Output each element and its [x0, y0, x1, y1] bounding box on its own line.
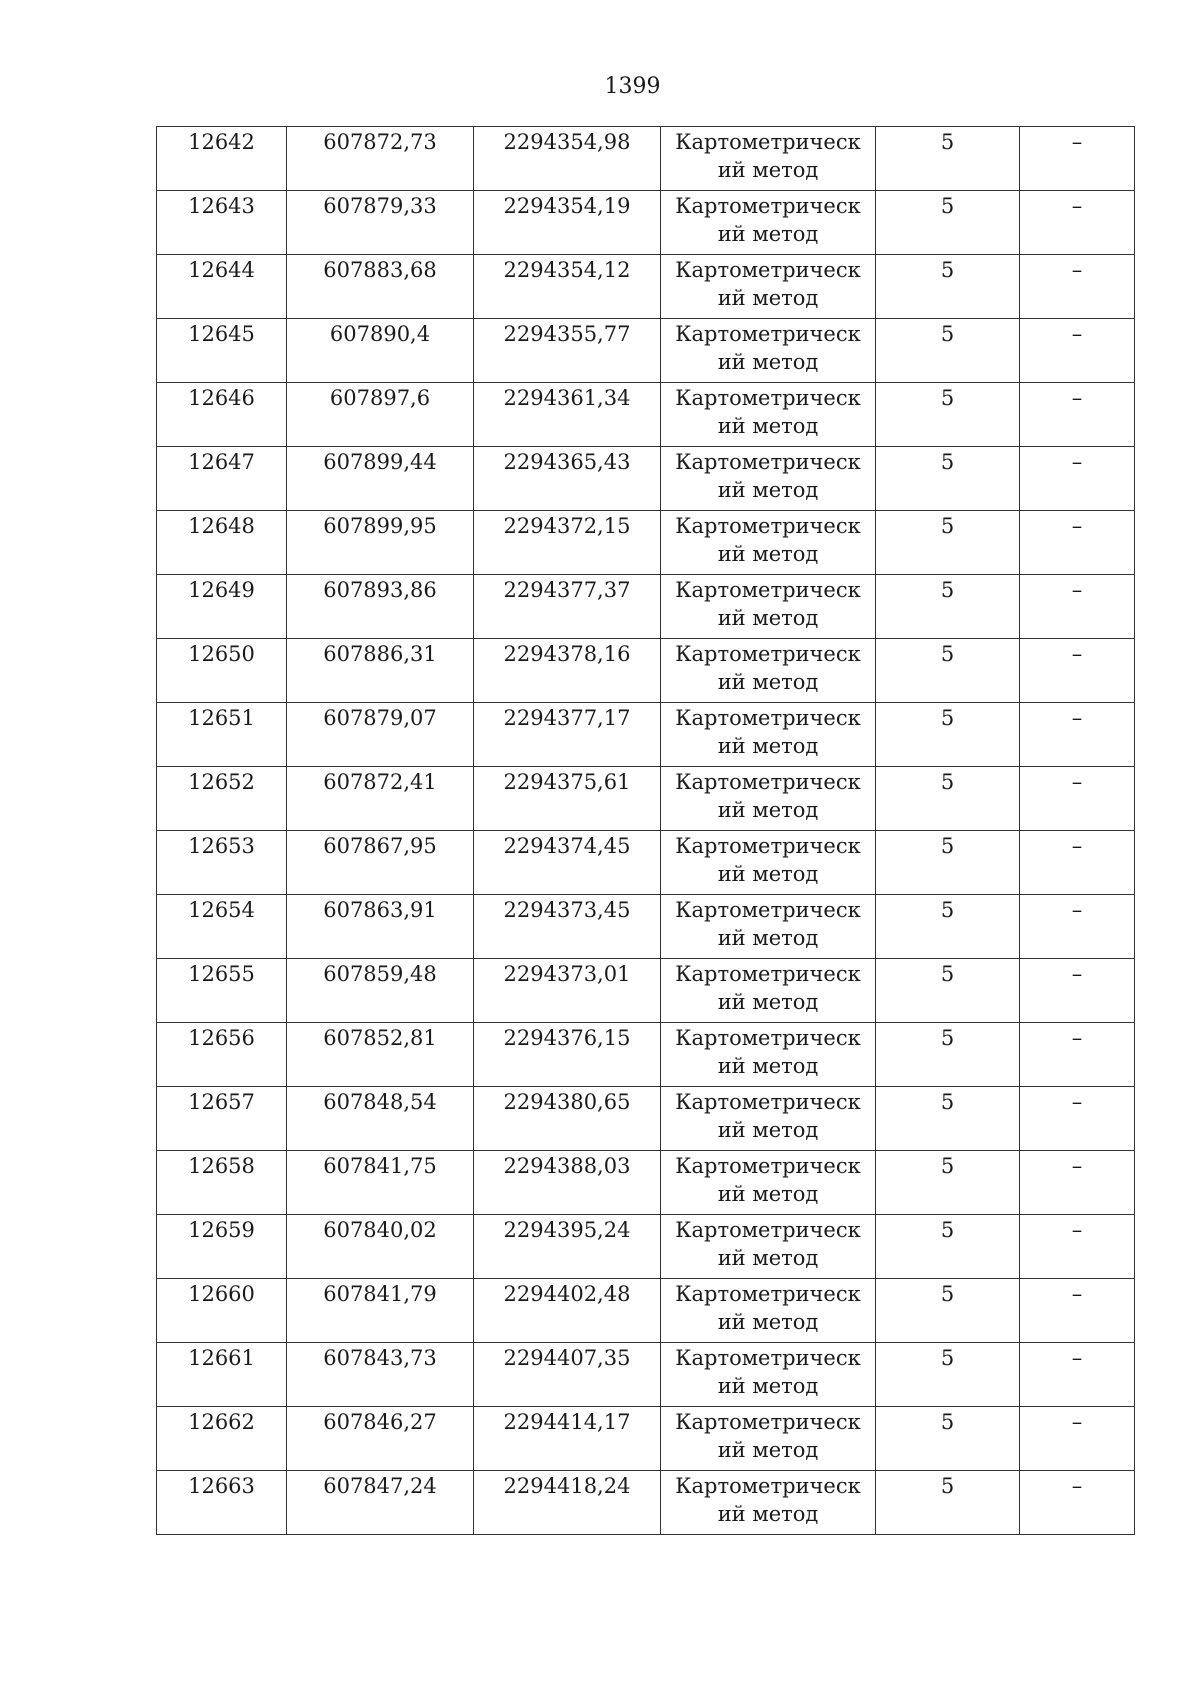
- method-cell: [661, 127, 876, 191]
- table-row: [157, 1087, 1135, 1151]
- x-coordinate-cell: 607848,54: [287, 1087, 474, 1151]
- accuracy-cell: 5: [876, 511, 1020, 575]
- point-number-cell: 12646: [157, 383, 287, 447]
- x-coordinate-cell: 607879,07: [287, 703, 474, 767]
- table-row: [157, 191, 1135, 255]
- accuracy-cell: 5: [876, 383, 1020, 447]
- point-number-cell: 12650: [157, 639, 287, 703]
- accuracy-cell: 5: [876, 767, 1020, 831]
- point-number-cell: 12659: [157, 1215, 287, 1279]
- y-coordinate-cell: 2294372,15: [474, 511, 661, 575]
- method-cell: [661, 191, 876, 255]
- method-cell: [661, 1087, 876, 1151]
- x-coordinate-cell: 607886,31: [287, 639, 474, 703]
- note-cell: –: [1020, 447, 1135, 511]
- method-text: Картометрический метод: [675, 578, 861, 630]
- accuracy-cell: 5: [876, 1151, 1020, 1215]
- note-cell: –: [1020, 703, 1135, 767]
- accuracy-cell: 5: [876, 1087, 1020, 1151]
- method-text: Картометрический метод: [675, 514, 861, 566]
- note-cell: –: [1020, 1471, 1135, 1535]
- note-cell: –: [1020, 959, 1135, 1023]
- table-row: [157, 511, 1135, 575]
- method-text: Картометрический метод: [675, 1474, 861, 1526]
- table-row: [157, 959, 1135, 1023]
- y-coordinate-cell: 2294354,12: [474, 255, 661, 319]
- accuracy-cell: 5: [876, 1279, 1020, 1343]
- table-row: [157, 895, 1135, 959]
- table-row: [157, 1215, 1135, 1279]
- accuracy-cell: 5: [876, 575, 1020, 639]
- point-number-cell: 12645: [157, 319, 287, 383]
- accuracy-cell: 5: [876, 1407, 1020, 1471]
- accuracy-cell: 5: [876, 127, 1020, 191]
- y-coordinate-cell: 2294402,48: [474, 1279, 661, 1343]
- point-number-cell: 12653: [157, 831, 287, 895]
- table-row: [157, 1151, 1135, 1215]
- point-number-cell: 12647: [157, 447, 287, 511]
- accuracy-cell: 5: [876, 1471, 1020, 1535]
- method-cell: [661, 895, 876, 959]
- method-cell: [661, 511, 876, 575]
- point-number-cell: 12661: [157, 1343, 287, 1407]
- note-cell: –: [1020, 1023, 1135, 1087]
- table-row: [157, 1471, 1135, 1535]
- note-cell: –: [1020, 1407, 1135, 1471]
- note-cell: –: [1020, 1343, 1135, 1407]
- point-number-cell: 12649: [157, 575, 287, 639]
- x-coordinate-cell: 607893,86: [287, 575, 474, 639]
- y-coordinate-cell: 2294373,45: [474, 895, 661, 959]
- note-cell: –: [1020, 767, 1135, 831]
- x-coordinate-cell: 607852,81: [287, 1023, 474, 1087]
- table-body: [157, 127, 1135, 1535]
- method-text: Картометрический метод: [675, 450, 861, 502]
- method-text: Картометрический метод: [675, 1282, 861, 1334]
- point-number-cell: 12643: [157, 191, 287, 255]
- accuracy-cell: 5: [876, 703, 1020, 767]
- table-row: [157, 255, 1135, 319]
- point-number-cell: 12651: [157, 703, 287, 767]
- point-number-cell: 12648: [157, 511, 287, 575]
- note-cell: –: [1020, 1215, 1135, 1279]
- accuracy-cell: 5: [876, 255, 1020, 319]
- table-row: [157, 319, 1135, 383]
- page-number: 1399: [604, 74, 661, 99]
- point-number-cell: 12662: [157, 1407, 287, 1471]
- method-cell: [661, 1215, 876, 1279]
- accuracy-cell: 5: [876, 895, 1020, 959]
- x-coordinate-cell: 607846,27: [287, 1407, 474, 1471]
- table-row: [157, 575, 1135, 639]
- coordinates-table: [156, 126, 1135, 1535]
- point-number-cell: 12656: [157, 1023, 287, 1087]
- table-row: [157, 639, 1135, 703]
- note-cell: –: [1020, 127, 1135, 191]
- x-coordinate-cell: 607890,4: [287, 319, 474, 383]
- y-coordinate-cell: 2294377,17: [474, 703, 661, 767]
- note-cell: –: [1020, 191, 1135, 255]
- method-cell: [661, 1471, 876, 1535]
- method-text: Картометрический метод: [675, 386, 861, 438]
- accuracy-cell: 5: [876, 447, 1020, 511]
- x-coordinate-cell: 607863,91: [287, 895, 474, 959]
- note-cell: –: [1020, 255, 1135, 319]
- note-cell: –: [1020, 895, 1135, 959]
- accuracy-cell: 5: [876, 959, 1020, 1023]
- method-text: Картометрический метод: [675, 322, 861, 374]
- note-cell: –: [1020, 575, 1135, 639]
- method-cell: [661, 383, 876, 447]
- point-number-cell: 12654: [157, 895, 287, 959]
- method-text: Картометрический метод: [675, 770, 861, 822]
- y-coordinate-cell: 2294377,37: [474, 575, 661, 639]
- note-cell: –: [1020, 1279, 1135, 1343]
- method-cell: [661, 447, 876, 511]
- x-coordinate-cell: 607841,75: [287, 1151, 474, 1215]
- x-coordinate-cell: 607872,41: [287, 767, 474, 831]
- method-text: Картометрический метод: [675, 706, 861, 758]
- method-text: Картометрический метод: [675, 1218, 861, 1270]
- y-coordinate-cell: 2294376,15: [474, 1023, 661, 1087]
- y-coordinate-cell: 2294388,03: [474, 1151, 661, 1215]
- y-coordinate-cell: 2294418,24: [474, 1471, 661, 1535]
- note-cell: –: [1020, 511, 1135, 575]
- accuracy-cell: 5: [876, 831, 1020, 895]
- x-coordinate-cell: 607841,79: [287, 1279, 474, 1343]
- note-cell: –: [1020, 831, 1135, 895]
- method-text: Картометрический метод: [675, 898, 861, 950]
- table-row: [157, 767, 1135, 831]
- method-text: Картометрический метод: [675, 258, 861, 310]
- y-coordinate-cell: 2294354,98: [474, 127, 661, 191]
- table-row: [157, 383, 1135, 447]
- note-cell: –: [1020, 383, 1135, 447]
- method-text: Картометрический метод: [675, 1346, 861, 1398]
- point-number-cell: 12655: [157, 959, 287, 1023]
- method-text: Картометрический метод: [675, 130, 861, 182]
- x-coordinate-cell: 607897,6: [287, 383, 474, 447]
- note-cell: –: [1020, 639, 1135, 703]
- table-row: [157, 127, 1135, 191]
- point-number-cell: 12663: [157, 1471, 287, 1535]
- method-cell: [661, 575, 876, 639]
- method-text: Картометрический метод: [675, 1154, 861, 1206]
- method-cell: [661, 1343, 876, 1407]
- x-coordinate-cell: 607859,48: [287, 959, 474, 1023]
- method-cell: [661, 831, 876, 895]
- y-coordinate-cell: 2294378,16: [474, 639, 661, 703]
- x-coordinate-cell: 607840,02: [287, 1215, 474, 1279]
- accuracy-cell: 5: [876, 1215, 1020, 1279]
- y-coordinate-cell: 2294361,34: [474, 383, 661, 447]
- y-coordinate-cell: 2294355,77: [474, 319, 661, 383]
- y-coordinate-cell: 2294395,24: [474, 1215, 661, 1279]
- y-coordinate-cell: 2294373,01: [474, 959, 661, 1023]
- method-cell: [661, 767, 876, 831]
- y-coordinate-cell: 2294380,65: [474, 1087, 661, 1151]
- y-coordinate-cell: 2294407,35: [474, 1343, 661, 1407]
- x-coordinate-cell: 607872,73: [287, 127, 474, 191]
- method-text: Картометрический метод: [675, 1026, 861, 1078]
- method-cell: [661, 639, 876, 703]
- method-text: Картометрический метод: [675, 1410, 861, 1462]
- x-coordinate-cell: 607847,24: [287, 1471, 474, 1535]
- accuracy-cell: 5: [876, 319, 1020, 383]
- table-row: [157, 831, 1135, 895]
- method-cell: [661, 1279, 876, 1343]
- method-text: Картометрический метод: [675, 962, 861, 1014]
- accuracy-cell: 5: [876, 1023, 1020, 1087]
- y-coordinate-cell: 2294375,61: [474, 767, 661, 831]
- x-coordinate-cell: 607843,73: [287, 1343, 474, 1407]
- method-cell: [661, 319, 876, 383]
- x-coordinate-cell: 607867,95: [287, 831, 474, 895]
- note-cell: –: [1020, 1151, 1135, 1215]
- x-coordinate-cell: 607899,95: [287, 511, 474, 575]
- accuracy-cell: 5: [876, 191, 1020, 255]
- method-text: Картометрический метод: [675, 194, 861, 246]
- note-cell: –: [1020, 319, 1135, 383]
- y-coordinate-cell: 2294365,43: [474, 447, 661, 511]
- point-number-cell: 12652: [157, 767, 287, 831]
- y-coordinate-cell: 2294354,19: [474, 191, 661, 255]
- point-number-cell: 12660: [157, 1279, 287, 1343]
- point-number-cell: 12657: [157, 1087, 287, 1151]
- y-coordinate-cell: 2294414,17: [474, 1407, 661, 1471]
- point-number-cell: 12644: [157, 255, 287, 319]
- method-cell: [661, 1407, 876, 1471]
- accuracy-cell: 5: [876, 639, 1020, 703]
- point-number-cell: 12658: [157, 1151, 287, 1215]
- method-cell: [661, 255, 876, 319]
- x-coordinate-cell: 607883,68: [287, 255, 474, 319]
- x-coordinate-cell: 607879,33: [287, 191, 474, 255]
- accuracy-cell: 5: [876, 1343, 1020, 1407]
- method-cell: [661, 959, 876, 1023]
- table-row: [157, 1343, 1135, 1407]
- table-row: [157, 1023, 1135, 1087]
- table-row: [157, 703, 1135, 767]
- table-row: [157, 447, 1135, 511]
- x-coordinate-cell: 607899,44: [287, 447, 474, 511]
- method-cell: [661, 1151, 876, 1215]
- method-cell: [661, 703, 876, 767]
- table-row: [157, 1279, 1135, 1343]
- note-cell: –: [1020, 1087, 1135, 1151]
- method-text: Картометрический метод: [675, 834, 861, 886]
- point-number-cell: 12642: [157, 127, 287, 191]
- y-coordinate-cell: 2294374,45: [474, 831, 661, 895]
- method-cell: [661, 1023, 876, 1087]
- table-row: [157, 1407, 1135, 1471]
- method-text: Картометрический метод: [675, 642, 861, 694]
- method-text: Картометрический метод: [675, 1090, 861, 1142]
